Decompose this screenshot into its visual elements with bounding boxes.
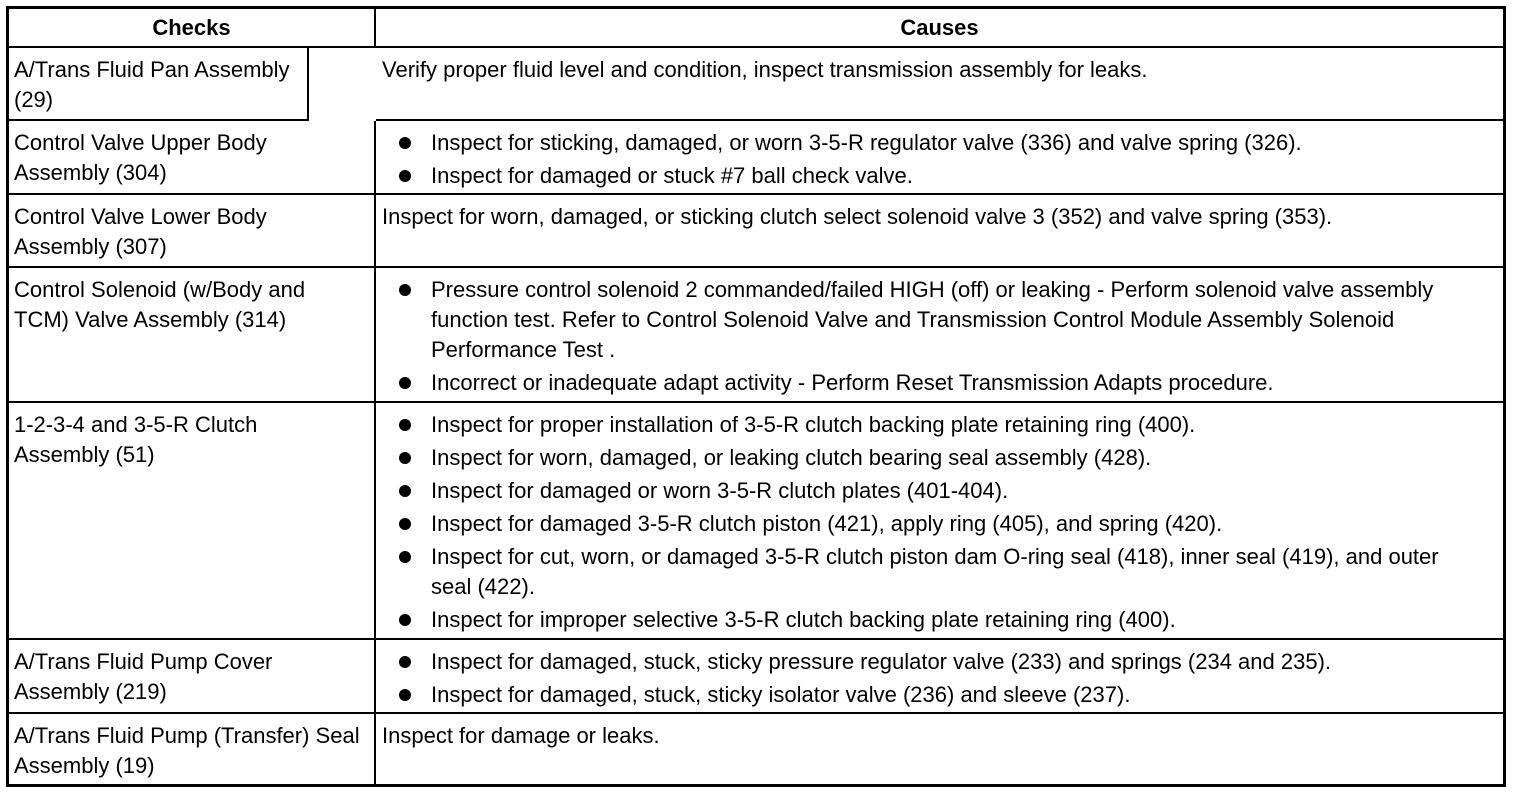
cause-cell: Inspect for damage or leaks. xyxy=(382,723,660,748)
bullet-icon xyxy=(399,377,411,389)
bullet-text: Incorrect or inadequate adapt activity - Perform Reset Transmission Adapts procedure. xyxy=(431,370,1274,395)
cause-bullet-item xyxy=(376,647,1483,677)
check-cell: A/Trans Fluid Pan Assembly (29) xyxy=(9,48,309,121)
cause-cell: Inspect for worn, damaged, or sticking clutch select solenoid valve 3 (352) and valve spring (353). xyxy=(376,195,1503,268)
bullet-icon xyxy=(399,419,411,431)
bullet-icon xyxy=(399,452,411,464)
bullet-text: Inspect for sticking, damaged, or worn 3-5-R regulator valve (336) and valve spring (326). xyxy=(431,130,1302,155)
check-cell: 1-2-3-4 and 3-5-R Clutch Assembly (51) xyxy=(9,403,376,640)
cause-bullet-item xyxy=(376,443,1483,473)
bullet-icon xyxy=(399,614,411,626)
check-cell: A/Trans Fluid Pump (Transfer) Seal Assembly (19) xyxy=(9,714,376,784)
cause-cell xyxy=(376,121,1503,195)
cause-bullet-item xyxy=(376,680,1483,710)
bullet-text: Inspect for damaged, stuck, sticky isolator valve (236) and sleeve (237). xyxy=(431,682,1131,707)
header-causes: Causes xyxy=(376,9,1503,48)
cause-bullet-item xyxy=(376,509,1483,539)
cause-bullet-item xyxy=(376,476,1483,506)
cause-bullet-item xyxy=(376,410,1483,440)
cause-bullet-item xyxy=(376,542,1483,602)
cause-bullet-item xyxy=(376,275,1483,365)
bullet-text: Inspect for damaged, stuck, sticky pressure regulator valve (233) and springs (234 and 235). xyxy=(431,649,1332,674)
check-cell: Control Valve Lower Body Assembly (307) xyxy=(9,195,376,268)
bullet-icon xyxy=(399,284,411,296)
cause-bullet-item xyxy=(376,368,1483,398)
bullet-text: Inspect for proper installation of 3-5-R clutch backing plate retaining ring (400). xyxy=(431,412,1196,437)
bullet-icon xyxy=(399,656,411,668)
bullet-icon xyxy=(399,689,411,701)
cause-cell xyxy=(376,640,1503,714)
bullet-text: Inspect for damaged or worn 3-5-R clutch plates (401-404). xyxy=(431,478,1009,503)
cause-cell xyxy=(376,403,1503,640)
cause-cell xyxy=(376,268,1503,403)
bullet-text: Inspect for cut, worn, or damaged 3-5-R clutch piston dam O-ring seal (418), inner seal (419), and outer seal (422). xyxy=(431,544,1439,599)
cause-bullet-item xyxy=(376,128,1483,158)
cause-cell: Verify proper fluid level and condition, inspect transmission assembly for leaks. xyxy=(376,48,1503,121)
table-grid xyxy=(9,9,1503,784)
bullet-text: Inspect for worn, damaged, or leaking clutch bearing seal assembly (428). xyxy=(431,445,1152,470)
cause-bullet-item xyxy=(376,605,1483,635)
diagnostic-table xyxy=(6,6,1506,787)
header-checks: Checks xyxy=(9,9,376,48)
bullet-text: Pressure control solenoid 2 commanded/failed HIGH (off) or leaking - Perform solenoid valve assembly function test. Refer to Control Solenoid Valve and Transmission Control Module Assembly Solenoid Performance Test . xyxy=(431,277,1434,362)
bullet-text: Inspect for damaged 3-5-R clutch piston (421), apply ring (405), and spring (420). xyxy=(431,511,1223,536)
check-cell: Control Valve Upper Body Assembly (304) xyxy=(9,121,376,195)
check-cell: A/Trans Fluid Pump Cover Assembly (219) xyxy=(9,640,376,714)
bullet-icon xyxy=(399,551,411,563)
bullet-text: Inspect for damaged or stuck #7 ball check valve. xyxy=(431,163,913,188)
cause-bullet-item xyxy=(376,161,1483,191)
bullet-icon xyxy=(399,137,411,149)
bullet-icon xyxy=(399,485,411,497)
check-cell: Control Solenoid (w/Body and TCM) Valve Assembly (314) xyxy=(9,268,376,403)
bullet-icon xyxy=(399,518,411,530)
bullet-icon xyxy=(399,170,411,182)
bullet-text: Inspect for improper selective 3-5-R clutch backing plate retaining ring (400). xyxy=(431,607,1176,632)
